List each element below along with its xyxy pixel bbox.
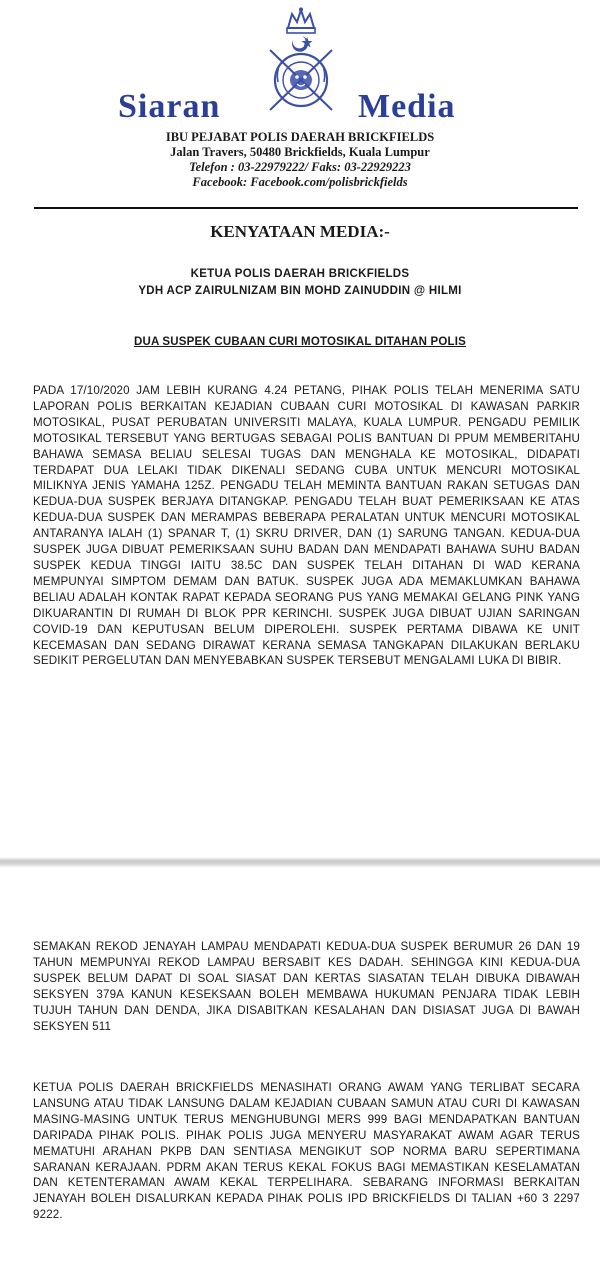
paragraph-advice: KETUA POLIS DAERAH BRICKFIELDS MENASIHATI ORANG AWAM YANG TERLIBAT SECARA LANSUNG ATAU TIDAK LANSUNG DALAM KEJADIAN CUBAAN SAMUN ATAU CURI DI KAWASAN MASING-MASING UNTUK TERUS MENGHUBUNGI MERS 999 BAGI MENDAPATKAN BANTUAN DARIPADA PIHAK POLIS. PIHAK POLIS JUGA MENYERU MASYARAKAT AWAM AGAR TERUS MEMATUHI ARAHAN PKPB DAN SENTIASA MENGIKUT SOP NORMA BARU SEPERTIMANA SARANAN KERAJAAN. PDRM AKAN TERUS KEKAL FOKUS BAGI MEMASTIKAN KESELAMATAN DAN KETENTERAMAN AWAM KEKAL TERPELIHARA. SEBARANG INFORMASI BERKAITAN JENAYAH BOLEH DISALURKAN KEPADA PIHAK POLIS IPD BRICKFIELDS DI TALIAN +60 3 2297 9222. [33, 1081, 580, 1222]
statement-title: KENYATAAN MEDIA:- [210, 222, 390, 241]
author-title: KETUA POLIS DAERAH BRICKFIELDS [190, 268, 410, 280]
office-name: IBU PEJABAT POLIS DAERAH BRICKFIELDS [165, 130, 435, 144]
author-name: YDH ACP ZAIRULNIZAM BIN MOHD ZAINUDDIN @ HILMI [138, 285, 462, 297]
header-divider [34, 207, 578, 209]
masthead-siaran: Siaran [118, 88, 221, 125]
office-phone-fax: Telefon : 03-22979222/ Faks: 03-22929223 [189, 160, 411, 174]
paragraph-incident: PADA 17/10/2020 JAM LEBIH KURANG 4.24 PETANG, PIHAK POLIS TELAH MENERIMA SATU LAPORAN POLIS BERKAITAN KEJADIAN CUBAAN CURI MOTOSIKAL DI KAWASAN PARKIR MOTOSIKAL, PUSAT PERUBATAN UNIVERSITI MALAYA, KUALA LUMPUR. PENGADU PEMILIK MOTOSIKAL TERSEBUT YANG BERTUGAS SEBAGAI POLIS BANTUAN DI PPUM MEMBERITAHU BAHAWA SEMASA BELIAU SELESAI TUGAS DAN MENGHALA KE MOTOSIKAL, DIDAPATI TERDAPAT DUA LELAKI TIDAK DIKENALI SEDANG CUBA UNTUK MENCURI MOTOSIKAL MILIKNYA JENIS YAMAHA 125Z. PENGADU TELAH MEMINTA BANTUAN RAKAN SETUGAS DAN KEDUA-DUA SUSPEK BERJAYA DITANGKAP. PENGADU TELAH BUAT PEMERIKSAAN KE ATAS KEDUA-DUA SUSPEK DAN MERAMPAS BEBERAPA PERALATAN UNTUK MENCURI MOTOSIKAL ANTARANYA IALAH (1) SPANAR T, (1) SKRU DRIVER, DAN (1) SARUNG TANGAN. KEDUA-DUA SUSPEK JUGA DIBUAT PEMERIKSAAN SUHU BADAN DAN MENDAPATI BAHAWA SUHU BADAN SUSPEK KEDUA TINGGI IAITU 38.5C DAN SUSPEK TELAH DITAHAN DI WAD KERANA MEMPUNYAI SIMPTOM DEMAM DAN BATUK. SUSPEK JUGA ADA MEMAKLUMKAN BAHAWA BELIAU ADALAH KONTAK RAPAT KEPADA SEORANG PUS YANG MEMAKAI GELANG PINK YANG DIKUARANTIN DI RUMAH DI BLOK PPR KERINCHI. SUSPEK JUGA DIBUAT UJIAN SARINGAN COVID-19 DAN KEPUTUSAN BELUM DIPEROLEHI. SUSPEK PERTAMA DIBAWA KE UNIT KECEMASAN DAN SEDANG DIRAWAT KERANA SEMASA TANGKAPAN DILAKUKAN BERLAKU SEDIKIT PERGELUTAN DAN MENYEBABKAN SUSPEK TERSEBUT MENGALAMI LUKA DI BIBIR. [33, 384, 580, 668]
press-headline: DUA SUSPEK CUBAAN CURI MOTOSIKAL DITAHAN POLIS [133, 336, 467, 348]
masthead-media: Media [358, 88, 456, 125]
office-address: Jalan Travers, 50480 Brickfields, Kuala Lumpur [170, 145, 430, 159]
paragraph-records: SEMAKAN REKOD JENAYAH LAMPAU MENDAPATI KEDUA-DUA SUSPEK BERUMUR 26 DAN 19 TAHUN MEMPUNYAI REKOD LAMPAU BERSABIT KES DADAH. SEHINGGA KINI KEDUA-DUA SUSPEK BELUM DAPAT DI SOAL SIASAT DAN KERTAS SIASATAN TELAH DIBUKA DIBAWAH SEKSYEN 379A KANUN KESEKSAAN BOLEH MEMBAWA HUKUMAN PENJARA TIDAK LEBIH TUJUH TAHUN DAN DENDA, JIKA DISABITKAN KESALAHAN DAN DISIASAT JUGA DI BAWAH SEKSYEN 511 [33, 940, 580, 1033]
page-break [0, 857, 600, 867]
office-facebook: Facebook: Facebook.com/polisbrickfields [192, 175, 408, 189]
masthead [0, 88, 600, 128]
